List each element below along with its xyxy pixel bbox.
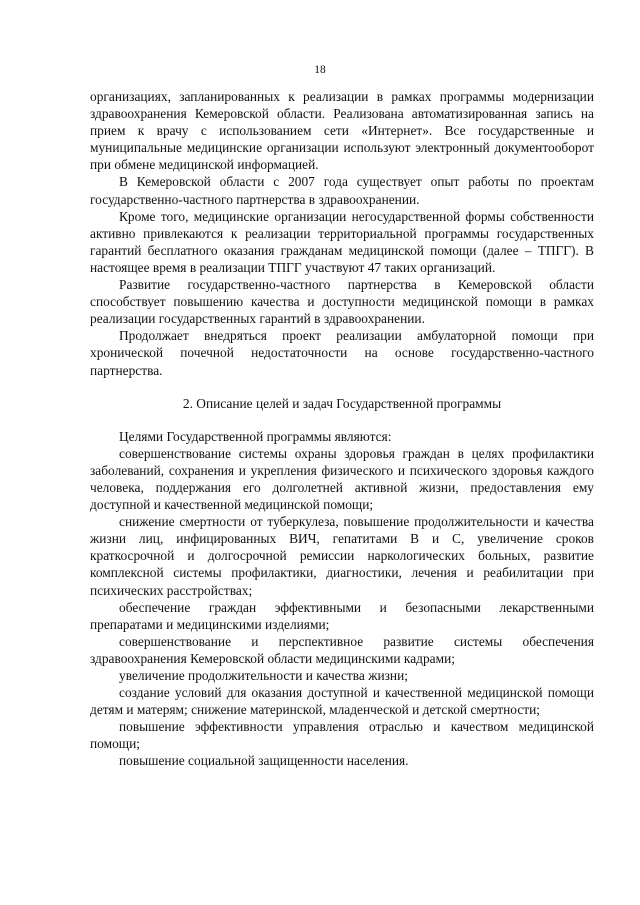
paragraph: Целями Государственной программы являются: [119, 428, 392, 444]
paragraph: Кроме того, медицинские организации негосударственной формы собственности активно привлекаются к реализации территориальной программы государственных гарантий бесплатного оказания гражданам медицинской помощи (далее – ТПГГ). В настоящее время в реализации ТПГГ участвуют 47 таких организаций. [90, 208, 594, 275]
paragraph: В Кемеровской области с 2007 года существует опыт работы по проектам государственно-частного партнерства в здравоохранении. [90, 174, 594, 207]
document-body [90, 88, 594, 770]
paragraph: Развитие государственно-частного партнерства в Кемеровской области способствует повышению качества и доступности медицинской помощи в рамках реализации государственных гарантий в здравоохранении. [90, 277, 594, 327]
section-heading: 2. Описание целей и задач Государственной программы [182, 395, 502, 411]
list-item: снижение смертности от туберкулеза, повышение продолжительности и качества жизни лиц, инфицированных ВИЧ, гепатитами В и С, увеличение сроков краткосрочной и долгосрочной ремиссии наркологических больных, развитие комплексной системы профилактики, диагностики, лечения и реабилитации при психических расстройствах; [90, 514, 594, 598]
list-item: создание условий для оказания доступной и качественной медицинской помощи детям и матерям; снижение материнской, младенческой и детской смертности; [90, 685, 594, 718]
paragraph: организациях, запланированных к реализации в рамках программы модернизации здравоохранения Кемеровской области. Реализована автоматизированная запись на прием к врачу с использованием сети «Интернет». Все государственные и муниципальные медицинские организации используют электронный документооборот при обмене медицинской информацией. [90, 89, 594, 173]
list-item: повышение социальной защищенности населения. [119, 753, 409, 769]
paragraph: Продолжает внедряться проект реализации амбулаторной помощи при хронической почечной недостаточности на основе государственно-частного партнерства. [90, 328, 594, 378]
list-item: повышение эффективности управления отраслью и качеством медицинской помощи; [90, 719, 594, 752]
list-item: обеспечение граждан эффективными и безопасными лекарственными препаратами и медицинскими изделиями; [90, 599, 594, 632]
page-number: 18 [314, 64, 326, 76]
list-item: увеличение продолжительности и качества жизни; [119, 668, 408, 683]
list-item: совершенствование системы охраны здоровья граждан в целях профилактики заболеваний, сохранения и укрепления физического и психического здоровья каждого человека, поддержания его долголетней активной жизни, предоставления ему доступной и качественной медицинской помощи; [90, 445, 594, 513]
list-item: совершенствование и перспективное развитие системы обеспечения здравоохранения Кемеровской области медицинскими кадрами; [90, 633, 594, 666]
